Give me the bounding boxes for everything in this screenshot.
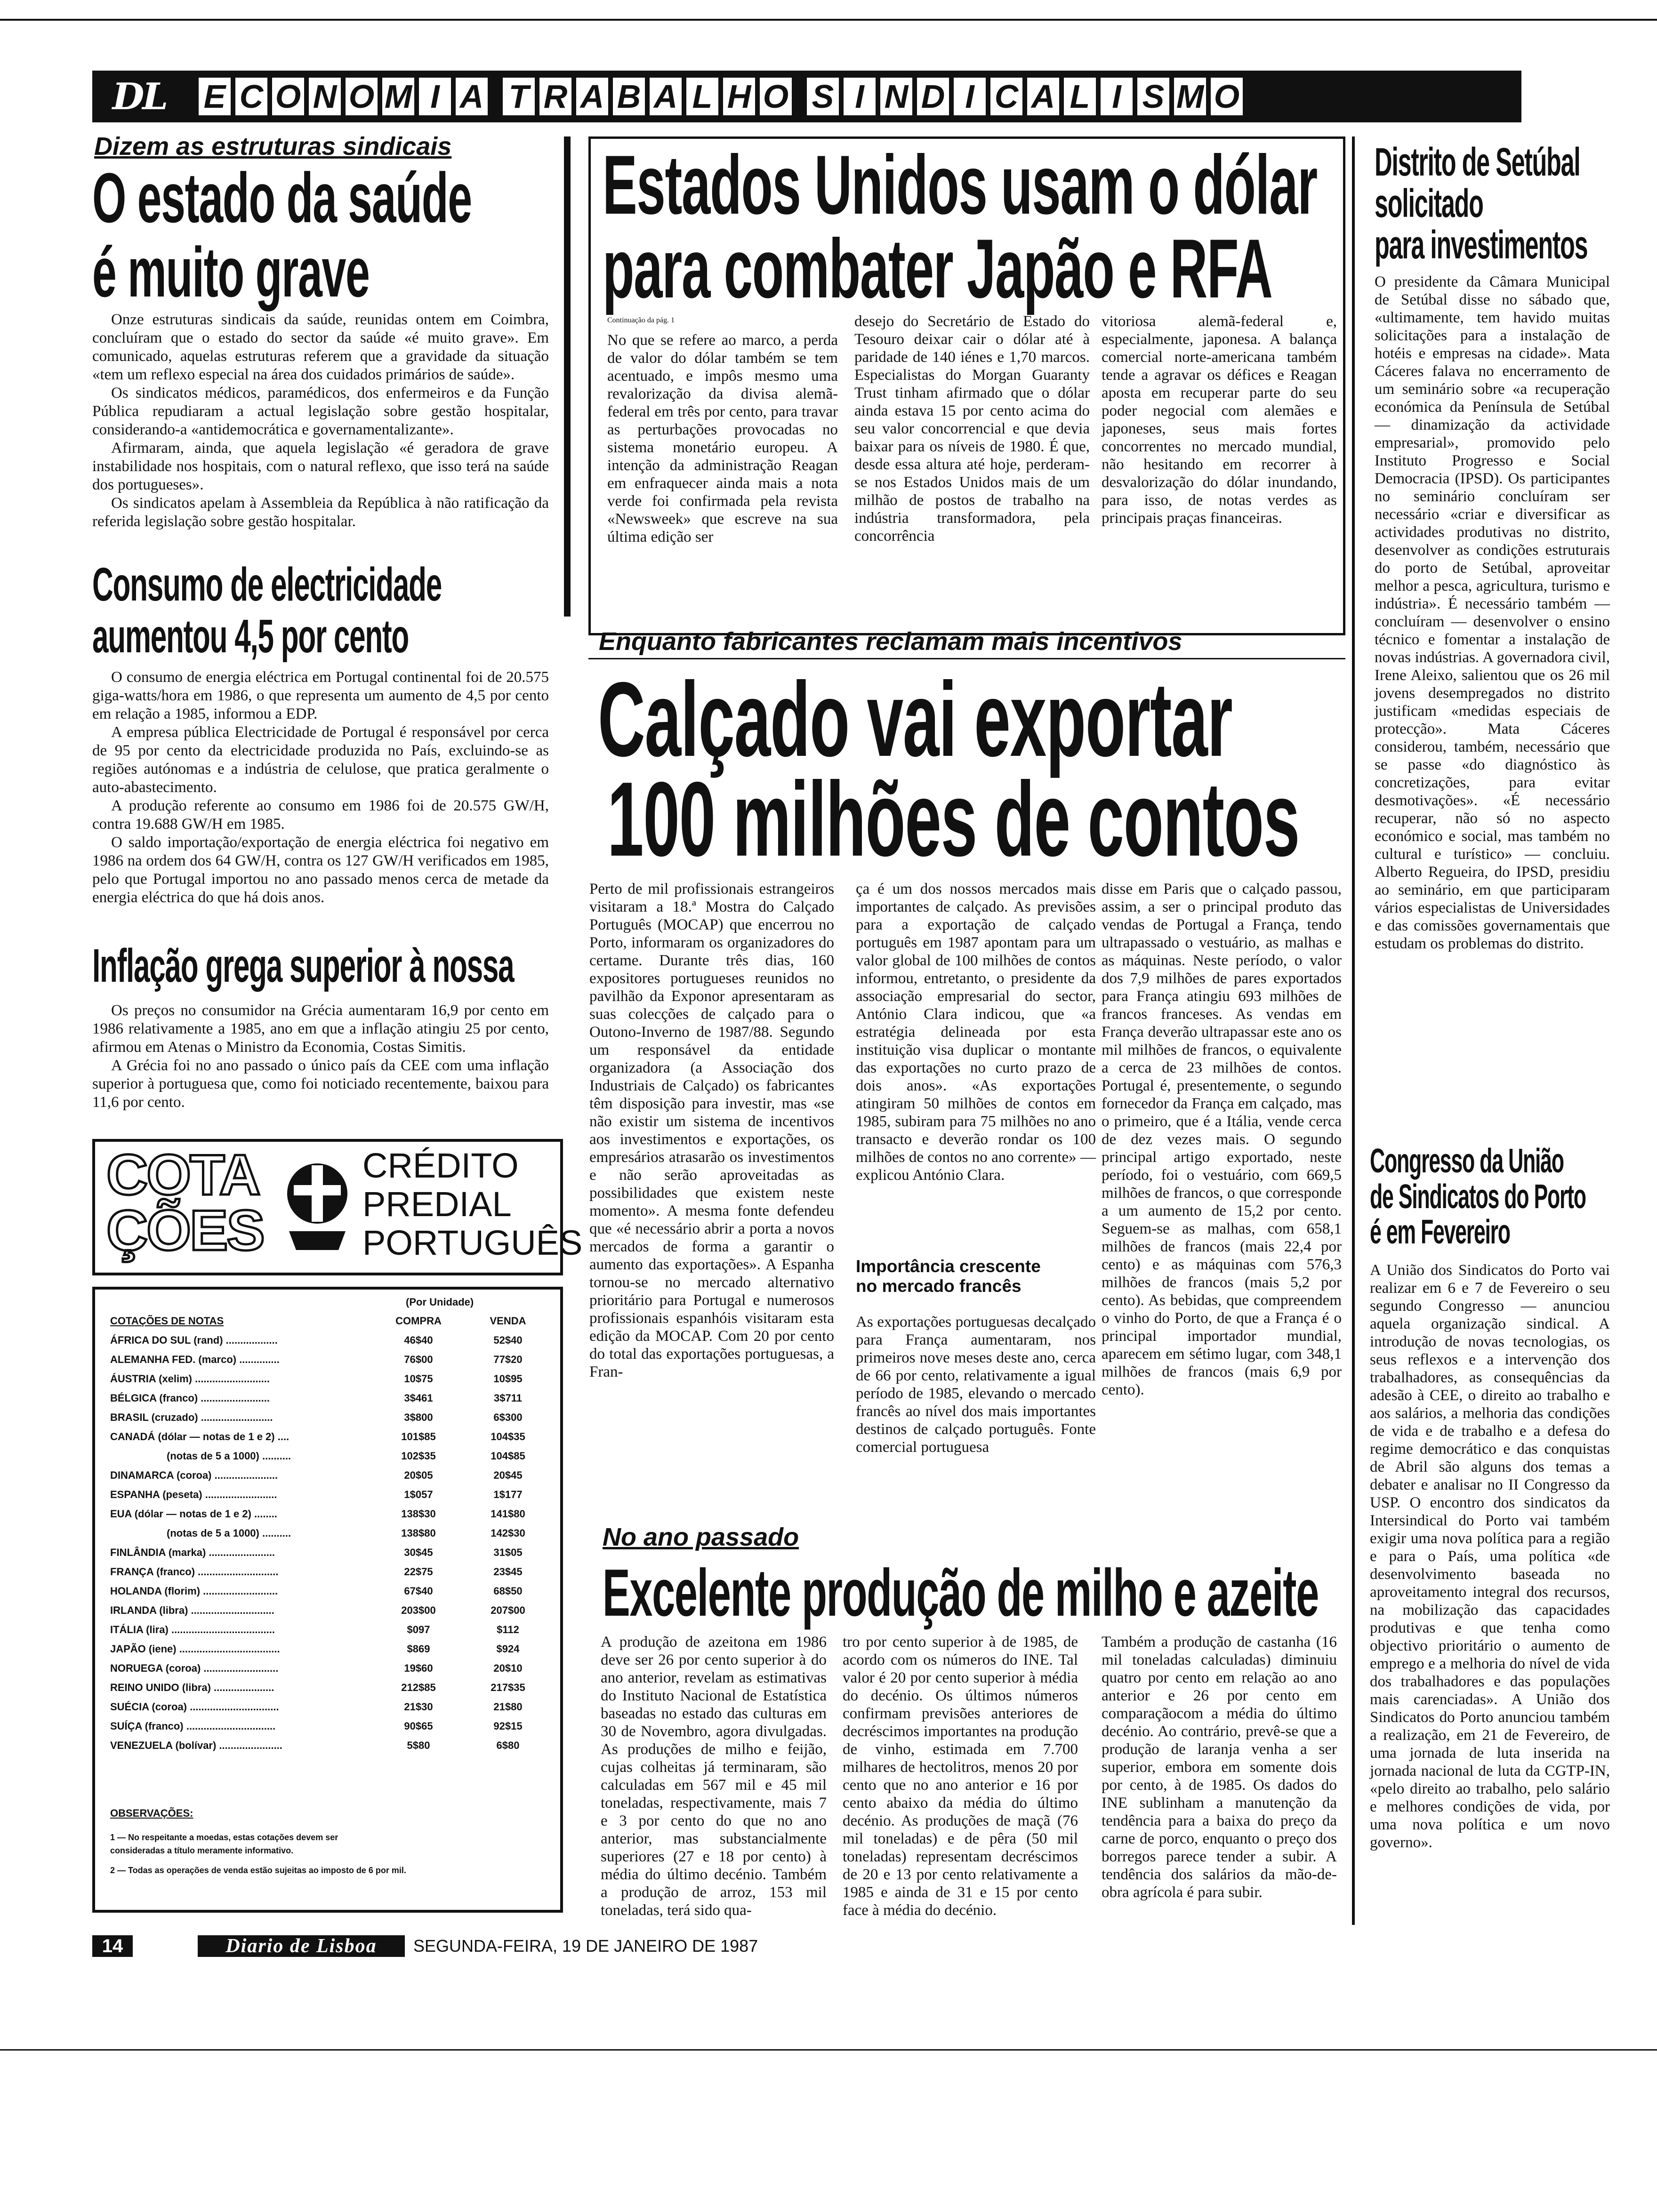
sell-rate: 104$35 bbox=[491, 1430, 525, 1443]
column-rule-right bbox=[1352, 136, 1355, 1925]
table-row bbox=[110, 1620, 553, 1639]
dolar-col-2: desejo do Secretário de Estado do Tesouro deixar cair o dólar até à paridade de 140 iénes e 1,70 marcos. Especialistas do Morgan Guaranty Trust tinham afirmado que o dólar ainda estava 15 por cento acima do seu valor concorrencial e que devia baixar para os níveis de 1980. É que, desde essa altura até hoje, perderam-se nos Estados Unidos mais de um milhão de postos de trabalho na indústria transformadora, pela concorrência bbox=[854, 313, 1090, 545]
calcado-subhead bbox=[856, 1257, 1096, 1296]
table-header bbox=[110, 1311, 553, 1330]
banner-letter: A bbox=[574, 76, 610, 117]
newspaper-masthead: Diario de Lisboa bbox=[198, 1935, 405, 1957]
buy-rate: 19$60 bbox=[404, 1662, 433, 1674]
calcado-headline-2: 100 milhões de contos bbox=[607, 760, 1300, 878]
table-row bbox=[110, 1408, 553, 1427]
calcado-subhead-2: no mercado francês bbox=[856, 1276, 1022, 1296]
inflacao-p1: Os preços no consumidor na Grécia aumentaram 16,9 por cento em 1986 relativamente a 1985, ano em que a inflação atingiu 25 por cento, afirmou em Atenas o Ministro da Economia, Costas Simitis. bbox=[92, 1002, 549, 1056]
banner-letter: D bbox=[915, 76, 951, 117]
currency-name: SUÉCIA (coroa) ............................... bbox=[110, 1700, 279, 1713]
col-buy: COMPRA bbox=[395, 1314, 442, 1327]
sell-rate: 31$05 bbox=[493, 1546, 523, 1558]
inflacao-p2: A Grécia foi no ano passado o único país da CEE com uma inflação superior à portuguesa que, como foi noticiado recentemente, baixou para 11,6 por cento. bbox=[92, 1057, 549, 1111]
banner-letter: O bbox=[270, 76, 306, 117]
banner-letter: H bbox=[721, 76, 757, 117]
currency-name: (notas de 5 a 1000) .......... bbox=[167, 1527, 291, 1539]
sell-rate: $112 bbox=[497, 1623, 519, 1635]
dolar-headline-1: Estados Unidos usam o dólar bbox=[603, 138, 1317, 232]
calcado-subhead-1: Importância crescente bbox=[856, 1257, 1041, 1276]
table-row bbox=[110, 1659, 553, 1678]
banner-letter: I bbox=[952, 76, 988, 117]
currency-name: FINLÂNDIA (marka) ....................... bbox=[110, 1546, 275, 1558]
banner-letter: O bbox=[1209, 76, 1245, 117]
electricidade-p4: O saldo importação/exportação de energia eléctrica foi negativo em 1986 na ordem dos 64 GW/H, contra os 127 GW/H verificados em 1985, pelo que Portugal importou no ano passado menos cerca de metade da energia eléctrica do que há dois anos. bbox=[92, 834, 549, 906]
banner-letter: A bbox=[1025, 76, 1061, 117]
currency-name: FRANÇA (franco) ............................ bbox=[110, 1565, 279, 1578]
banner-letter: E bbox=[197, 76, 233, 117]
table-row bbox=[110, 1446, 553, 1466]
currency-name: NORUEGA (coroa) .......................... bbox=[110, 1662, 279, 1674]
buy-rate: 20$05 bbox=[404, 1469, 433, 1481]
buy-rate: 46$40 bbox=[404, 1334, 433, 1346]
obs-title: OBSERVAÇÕES: bbox=[110, 1807, 193, 1819]
banner-letter: O bbox=[758, 76, 794, 117]
banner-letter: S bbox=[1135, 76, 1171, 117]
buy-rate: 67$40 bbox=[404, 1585, 433, 1597]
buy-rate: 5$80 bbox=[407, 1739, 430, 1751]
sell-rate: 6$300 bbox=[493, 1411, 523, 1423]
usp-headline-1: Congresso da União bbox=[1370, 1142, 1564, 1180]
milho-col-1: A produção de azeitona em 1986 deve ser 26 por cento superior à do ano anterior, revelam as estimativas do Instituto Nacional de Estatística baseadas no estado das culturas em 30 de Novembro, agora divulgadas. As produções de milho e feijão, cujas colheitas já terminaram, são calculadas em 567 mil e 45 mil toneladas, respectivamente, mais 7 e 3 por cento do que no ano anterior, mas substancialmente superiores (27 e 18 por cento) à média do último decénio. Também a produção de arroz, 153 mil toneladas, terá sido qua- bbox=[601, 1634, 827, 1919]
currency-name: BRASIL (cruzado) ......................... bbox=[110, 1411, 273, 1423]
banner-letter: L bbox=[1062, 76, 1098, 117]
col-notes: COTAÇÕES DE NOTAS bbox=[110, 1314, 224, 1327]
saude-p4: Os sindicatos apelam à Assembleia da República à não ratificação da referida legislação sobre gestão hospitalar. bbox=[92, 495, 549, 530]
table-row bbox=[110, 1543, 553, 1562]
bank-emblem-icon bbox=[280, 1156, 355, 1259]
sell-rate: 23$45 bbox=[493, 1565, 523, 1578]
table-row bbox=[110, 1678, 553, 1697]
sell-rate: $924 bbox=[496, 1643, 520, 1655]
milho-col-2: tro por cento superior à de 1985, de acordo com os números do INE. Tal valor é 20 por cento superior à média do decénio. Os últimos números confirmam previsões anteriores de decréscimos importantes na produção de vinho, estimada em 7.700 milhares de hectolitros, menos 20 por cento que no ano anterior e 16 por cento abaixo da média do último decénio. As produções de maçã (76 mil toneladas) e de pêra (50 mil toneladas) representam decréscimos de 20 e 13 por cento relativamente a 1985 e ainda de 31 e 15 por cento face à média do decénio. bbox=[843, 1634, 1078, 1919]
banner-letter: R bbox=[538, 76, 573, 117]
banner-letter: A bbox=[648, 76, 684, 117]
sell-rate: 21$80 bbox=[493, 1700, 523, 1713]
buy-rate: 90$65 bbox=[404, 1720, 433, 1732]
calcado-kicker-rule bbox=[588, 658, 1345, 659]
banner-word-sindicalismo bbox=[805, 76, 1246, 117]
continuation-note: Continuação da pág. 1 bbox=[607, 316, 675, 324]
buy-rate: 102$35 bbox=[401, 1450, 436, 1462]
table-row bbox=[110, 1350, 553, 1369]
calcado-col-2a: ça é um dos nossos mercados mais importantes de calçado. As previsões para a exportação de calçado português em 1987 apontam para um valor global de 100 milhões de contos informou, entretanto, o presidente da associação empresarial do sector, António Clara indicou, que «a estratégia delineada por esta instituição visa duplicar o montante das exportações no curto prazo de dois anos». «As exportações atingiram 50 milhões de contos em 1985, subiram para 75 milhões no ano transacto e deverão rondar os 100 milhões de contos no ano corrente» — explicou António Clara. bbox=[856, 881, 1096, 1184]
inflacao-headline: Inflação grega superior à nossa bbox=[92, 939, 514, 992]
saude-p1: Onze estruturas sindicais da saúde, reunidas ontem em Coimbra, concluíram que o estado do sector da saúde «é muito grave». Em comunicado, aquelas estruturas referem que a gravidade da situação «tem um reflexo especial na área dos cuidados primários de saúde». bbox=[92, 311, 549, 383]
inflacao-body bbox=[92, 1002, 549, 1112]
table-row bbox=[110, 1427, 553, 1446]
banner-letter: A bbox=[454, 76, 490, 117]
buy-rate: 101$85 bbox=[401, 1430, 436, 1443]
usp-headline bbox=[1370, 1144, 1615, 1250]
cotacoes-table bbox=[110, 1311, 553, 1755]
bank-name-1: CRÉDITO bbox=[362, 1146, 519, 1185]
electricidade-body bbox=[92, 668, 549, 907]
currency-name: JAPÃO (iene) ................................... bbox=[110, 1643, 280, 1655]
banner-letter: T bbox=[501, 76, 537, 117]
setubal-headline bbox=[1375, 141, 1610, 266]
currency-name: (notas de 5 a 1000) .......... bbox=[167, 1450, 291, 1462]
electricidade-p3: A produção referente ao consumo em 1986 foi de 20.575 GW/H, contra 19.688 GW/H em 1985. bbox=[92, 797, 549, 833]
sell-rate: 52$40 bbox=[493, 1334, 523, 1346]
buy-rate: $869 bbox=[407, 1643, 430, 1655]
saude-headline-2: é muito grave bbox=[92, 232, 370, 312]
buy-rate: $097 bbox=[407, 1623, 430, 1635]
banner-letter: O bbox=[344, 76, 379, 117]
banner-letter: C bbox=[233, 76, 269, 117]
calcado-headline-1: Calçado vai exportar bbox=[598, 660, 1232, 778]
banner-letter: C bbox=[989, 76, 1024, 117]
banner-word-trabalho bbox=[501, 76, 795, 117]
col-sell: VENDA bbox=[490, 1314, 526, 1327]
currency-name: DINAMARCA (coroa) ...................... bbox=[110, 1469, 278, 1481]
table-row bbox=[110, 1504, 553, 1523]
top-rule bbox=[0, 19, 1657, 21]
page-number: 14 bbox=[92, 1935, 133, 1957]
buy-rate: 21$30 bbox=[404, 1700, 433, 1713]
milho-col-3: Também a produção de castanha (16 mil toneladas calculadas) diminuiu quatro por cento em relação ao ano anterior e 26 por cento em comparaçãocom a média do último decénio. Ao contrário, prevê-se que a produção de laranja venha a ser superior, embora em somente dois por cento, à de 1985. Os dados do INE sublinham a manutenção da tendência para a baixa do preço da carne de porco, enquanto o preço dos borregos parece tender a subir. A tendência dos salários da mão-de-obra agrícola é para subir. bbox=[1102, 1634, 1337, 1901]
banner-letter: N bbox=[307, 76, 343, 117]
dolar-col-1: No que se refere ao marco, a perda de valor do dólar também se tem acentuado, e impôs mesmo uma revalorização da divisa alemã-federal em três por cento, para travar as perturbações provocadas no sistema monetário europeu. A intenção da administração Reagan em enfraquecer ainda mais a nota verde foi confirmada pela revista «Newsweek» que escreve na sua última edição ser bbox=[607, 332, 838, 545]
table-row bbox=[110, 1601, 553, 1620]
bank-name-2: PREDIAL bbox=[362, 1185, 512, 1224]
bank-name-3: PORTUGUÊS bbox=[362, 1223, 583, 1262]
electricidade-p2: A empresa pública Electricidade de Portugal é responsável por cerca de 95 por cento da electricidade produzida no País, excluindo-se as regiões autónomas e a indústria de celulose, que pratica geralmente o auto-abastecimento. bbox=[92, 724, 549, 796]
sell-rate: 142$30 bbox=[491, 1527, 525, 1539]
sell-rate: 1$177 bbox=[493, 1488, 523, 1500]
banner-letter: I bbox=[1099, 76, 1134, 117]
banner-letter: M bbox=[380, 76, 416, 117]
calcado-col-1: Perto de mil profissionais estrangeiros visitaram a 18.ª Mostra do Calçado Português (MOCAP) que encerrou no Porto, informaram os organizadores do certame. Durante três dias, 160 expositores portugueses reunidos no pavilhão da Exponor apresentaram as suas colecções de calçado para o Outono-Inverno de 1987/88. Segundo um responsável da entidade organizadora (a Associação dos Industriais de Calçado) os fabricantes têm disposição para investir, mas «se não existir um sistema de incentivos aos investimentos e exportações, os empresários atrasarão os investimentos e não serão aproveitadas as possibilidades que existem neste momento». A mesma fonte defendeu que «é necessário abrir a porta a novos mercados de forma a garantir o aumento das exportações». A Espanha tornou-se no mercado alternativo prioritário para Portugal e numerosos profissionais espanhóis visitaram esta edição da MOCAP. Com 20 por cento do total das exportações portuguesas, a Fran- bbox=[589, 881, 834, 1380]
electricidade-headline-2: aumentou 4,5 por cento bbox=[92, 610, 409, 663]
table-row bbox=[110, 1369, 553, 1388]
usp-headline-3: é em Fevereiro bbox=[1370, 1213, 1510, 1251]
currency-name: IRLANDA (libra) ............................. bbox=[110, 1604, 274, 1616]
currency-name: SUÍÇA (franco) ............................... bbox=[110, 1720, 276, 1732]
table-row bbox=[110, 1466, 553, 1485]
saude-headline-1: O estado da saúde bbox=[92, 158, 472, 237]
table-row bbox=[110, 1562, 553, 1581]
usp-headline-2: de Sindicatos do Porto bbox=[1370, 1178, 1586, 1216]
dolar-headline-2: para combater Japão e RFA bbox=[603, 222, 1272, 315]
buy-rate: 138$30 bbox=[401, 1507, 436, 1520]
calcado-col-3: disse em Paris que o calçado passou, assim, a ser o principal produto das vendas de Portugal a França, tendo ultrapassado o vestuário, as malhas e as máquinas. Neste período, o valor dos 7,9 milhões de pares exportados para França atingiu 693 milhões de francos franceses. As vendas em França deverão ultrapassar este ano os mil milhões de francos, o equivalente a cerca de 23 milhões de contos. Portugal é, presentemente, o segundo fornecedor da França em calçado, mas o primeiro, que é a Itália, vende cerca de dez vezes mais. O segundo principal artigo exportado, neste período, foi o vestuário, com 669,5 milhões de francos, o que corresponde a um aumento de 15,2 por cento. Seguem-se as malhas, com 658,1 milhões de francos (mais 22,4 por cento) e as máquinas com 576,3 milhões de francos (mais 5,2 por cento). As bebidas, que compreendem o vinho do Porto, de que a França é o principal importador mundial, aparecem em sétimo lugar, com 348,1 milhões de francos (mais 6,9 por cento). bbox=[1102, 881, 1342, 1398]
saude-kicker: Dizem as estruturas sindicais bbox=[94, 132, 452, 160]
sell-rate: 104$85 bbox=[491, 1450, 525, 1462]
sell-rate: 68$50 bbox=[493, 1585, 523, 1597]
currency-name: ITÁLIA (lira) .................................... bbox=[110, 1623, 275, 1635]
buy-rate: 1$057 bbox=[404, 1488, 433, 1500]
saude-body bbox=[92, 311, 549, 531]
buy-rate: 30$45 bbox=[404, 1546, 433, 1558]
dolar-col-3: vitoriosa alemã-federal e, especialmente, japonesa. A balança comercial norte-americana também tende a agravar os défices e Reagan aposta em recuperar parte do seu poder negocial com alemães e japoneses, seus mais fortes concorrentes no mercado mundial, não hesitando em recorrer à desvalorização do dólar inundando, para isso, de notas verdes as principais praças financeiras. bbox=[1102, 313, 1337, 527]
sell-rate: 77$20 bbox=[493, 1353, 523, 1365]
currency-name: REINO UNIDO (libra) ..................... bbox=[110, 1681, 274, 1693]
section-banner bbox=[92, 71, 1521, 122]
buy-rate: 10$75 bbox=[404, 1372, 433, 1385]
banner-letter: N bbox=[878, 76, 914, 117]
banner-letter: I bbox=[417, 76, 453, 117]
currency-name: ÁFRICA DO SUL (rand) .................. bbox=[110, 1334, 278, 1346]
sell-rate: 217$35 bbox=[491, 1681, 525, 1693]
sell-rate: 207$00 bbox=[491, 1604, 525, 1616]
per-unit-label: (Por Unidade) bbox=[406, 1296, 474, 1308]
currency-name: ESPANHA (peseta) ......................... bbox=[110, 1488, 277, 1500]
buy-rate: 212$85 bbox=[401, 1681, 436, 1693]
table-row bbox=[110, 1330, 553, 1350]
table-row bbox=[110, 1581, 553, 1601]
currency-name: BÉLGICA (franco) ........................ bbox=[110, 1392, 270, 1404]
table-row bbox=[110, 1523, 553, 1543]
currency-name: HOLANDA (florim) .......................... bbox=[110, 1585, 278, 1597]
column-rule-left bbox=[564, 136, 571, 617]
table-row bbox=[110, 1716, 553, 1736]
calcado-kicker: Enquanto fabricantes reclamam mais incentivos bbox=[599, 627, 1182, 656]
cotacoes-logo-bottom: ÇÕES bbox=[106, 1198, 264, 1262]
bottom-rule bbox=[0, 2049, 1657, 2051]
banner-letter: B bbox=[611, 76, 647, 117]
sell-rate: 10$95 bbox=[493, 1372, 523, 1385]
banner-letter: I bbox=[842, 76, 877, 117]
setubal-headline-1: Distrito de Setúbal bbox=[1375, 140, 1580, 184]
setubal-headline-2: solicitado bbox=[1375, 181, 1483, 226]
sell-rate: 92$15 bbox=[493, 1720, 523, 1732]
buy-rate: 76$00 bbox=[404, 1353, 433, 1365]
sell-rate: 3$711 bbox=[494, 1392, 522, 1404]
buy-rate: 22$75 bbox=[404, 1565, 433, 1578]
currency-name: ÁUSTRIA (xelim) .......................... bbox=[110, 1372, 270, 1385]
cotacoes-logo-top: COTA bbox=[106, 1143, 259, 1207]
sell-rate: 141$80 bbox=[491, 1507, 525, 1520]
cotacoes-logo-box bbox=[92, 1139, 583, 1275]
currency-name: VENEZUELA (bolívar) ...................... bbox=[110, 1739, 282, 1751]
electricidade-headline-1: Consumo de electricidade bbox=[92, 558, 442, 611]
sell-rate: 20$45 bbox=[493, 1469, 523, 1481]
banner-letter: M bbox=[1172, 76, 1208, 117]
usp-body: A União dos Sindicatos do Porto vai realizar em 6 e 7 de Fevereiro o seu segundo Congresso — anunciou aquela organização sindical. A introdução de novas tecnologias, os seus reflexos e a intervenção dos trabalhadores, as consequências da adesão à CEE, o direito ao trabalho e aos salários, a melhoria das condições de vida e de trabalho e a defesa do regime democrático e das conquistas de Abril são alguns dos temas a debater e analisar no II Congresso da USP. O encontro dos sindicatos da Intersindical do Porto vai também exigir uma nova política para a região e para o País, uma política «de desenvolvimento baseada no aproveitamento integral dos recursos, na mobilização das capacidades produtivas e que tenha como objectivo prioritário o aumento de emprego e a melhoria do nível de vida dos trabalhadores e das populações mais carenciadas». A União dos Sindicatos do Porto anunciou também a realização, em 21 de Fevereiro, de uma jornada de luta inserida na jornada nacional de luta da CGTP-IN, «pelo direito ao trabalho, pelo salário e melhores condições de vida, por uma nova política e um novo governo». bbox=[1370, 1262, 1610, 1851]
table-row bbox=[110, 1736, 553, 1755]
buy-rate: 203$00 bbox=[401, 1604, 436, 1616]
electricidade-p1: O consumo de energia eléctrica em Portugal continental foi de 20.575 giga-watts/hora em 1986, o que representa um aumento de 4,5 por cento em relação a 1985, informou a EDP. bbox=[92, 669, 549, 722]
calcado-col-2b: As exportações portuguesas decalçado para França aumentaram, nos primeiros nove meses deste ano, cerca de 66 por cento, relativamente a igual período de 1985, elevando o mercado francês ao nível dos mais importantes destinos de calçado português. Fonte comercial portuguesa bbox=[856, 1314, 1096, 1456]
banner-letter: S bbox=[805, 76, 841, 117]
obs-2: 2 — Todas as operações de venda estão sujeitas ao imposto de 6 por mil. bbox=[110, 1866, 406, 1875]
milho-kicker: No ano passado bbox=[603, 1523, 799, 1551]
buy-rate: 138$80 bbox=[401, 1527, 436, 1539]
table-row bbox=[110, 1639, 553, 1659]
issue-date: SEGUNDA-FEIRA, 19 DE JANEIRO DE 1987 bbox=[413, 1936, 758, 1956]
banner-word-economia bbox=[197, 76, 491, 117]
cotacoes-table-box bbox=[92, 1287, 563, 1913]
setubal-headline-3: para investimentos bbox=[1375, 223, 1588, 267]
obs-1: 1 — No respeitante a moedas, estas cotações devem ser consideradas a título meramente informativo. bbox=[110, 1833, 338, 1855]
saude-p3: Afirmaram, ainda, que aquela legislação «é geradora de grave instabilidade nos hospitais, com o natural reflexo, que isso terá na saúde dos portugueses». bbox=[92, 440, 549, 493]
setubal-body: O presidente da Câmara Municipal de Setúbal disse no sábado que, «ultimamente, tem havido muitas solicitações para a instalação de hotéis e empresas na cidade». Mata Cáceres falava no encerramento de um seminário sobre «a recuperação económica da Península de Setúbal — dinamização da actividade empresarial», promovido pelo Instituto Progresso e Social Democracia (IPSD). Os participantes no seminário concluíram ser necessário «criar e diversificar as actividades produtivas no distrito, desenvolver as condições estruturais do porto de Setúbal, aproveitar melhor a pesca, agricultura, turismo e indústria». É necessário também — concluíram — desenvolver o ensino técnico e fomentar a instalação de novas indústrias. A governadora civil, Irene Aleixo, salientou que os 26 mil jovens desempregados no distrito justificam «medidas especiais de protecção». Mata Cáceres considerou, também, necessário que se passe «do diagnóstico às concretizações, para evitar desmotivações». «É necessário recuperar, não só no aspecto económico e social, mas também no cultural e turístico» — concluiu. Alberto Regueira, do IPSD, presidiu ao seminário, em que participaram vários especialistas de Universidades e das comissões governamentais que estudam os problemas do distrito. bbox=[1375, 273, 1610, 952]
buy-rate: 3$800 bbox=[404, 1411, 433, 1423]
sell-rate: 20$10 bbox=[493, 1662, 523, 1674]
newspaper-logo: DL bbox=[112, 75, 167, 118]
saude-p2: Os sindicatos médicos, paramédicos, dos enfermeiros e da Função Pública repudiaram a actual legislação sobre gestão hospitalar, considerando-a «antidemocrática e governamentalizante». bbox=[92, 385, 549, 438]
table-row bbox=[110, 1388, 553, 1408]
banner-letter: L bbox=[684, 76, 720, 117]
currency-name: EUA (dólar — notas de 1 e 2) ........ bbox=[110, 1507, 277, 1520]
table-row bbox=[110, 1697, 553, 1716]
table-row bbox=[110, 1485, 553, 1504]
currency-name: CANADÁ (dólar — notas de 1 e 2) .... bbox=[110, 1430, 290, 1443]
sell-rate: 6$80 bbox=[496, 1739, 520, 1751]
buy-rate: 3$461 bbox=[404, 1392, 433, 1404]
milho-headline: Excelente produção de milho e azeite bbox=[603, 1555, 1319, 1630]
currency-name: ALEMANHA FED. (marco) .............. bbox=[110, 1353, 280, 1365]
